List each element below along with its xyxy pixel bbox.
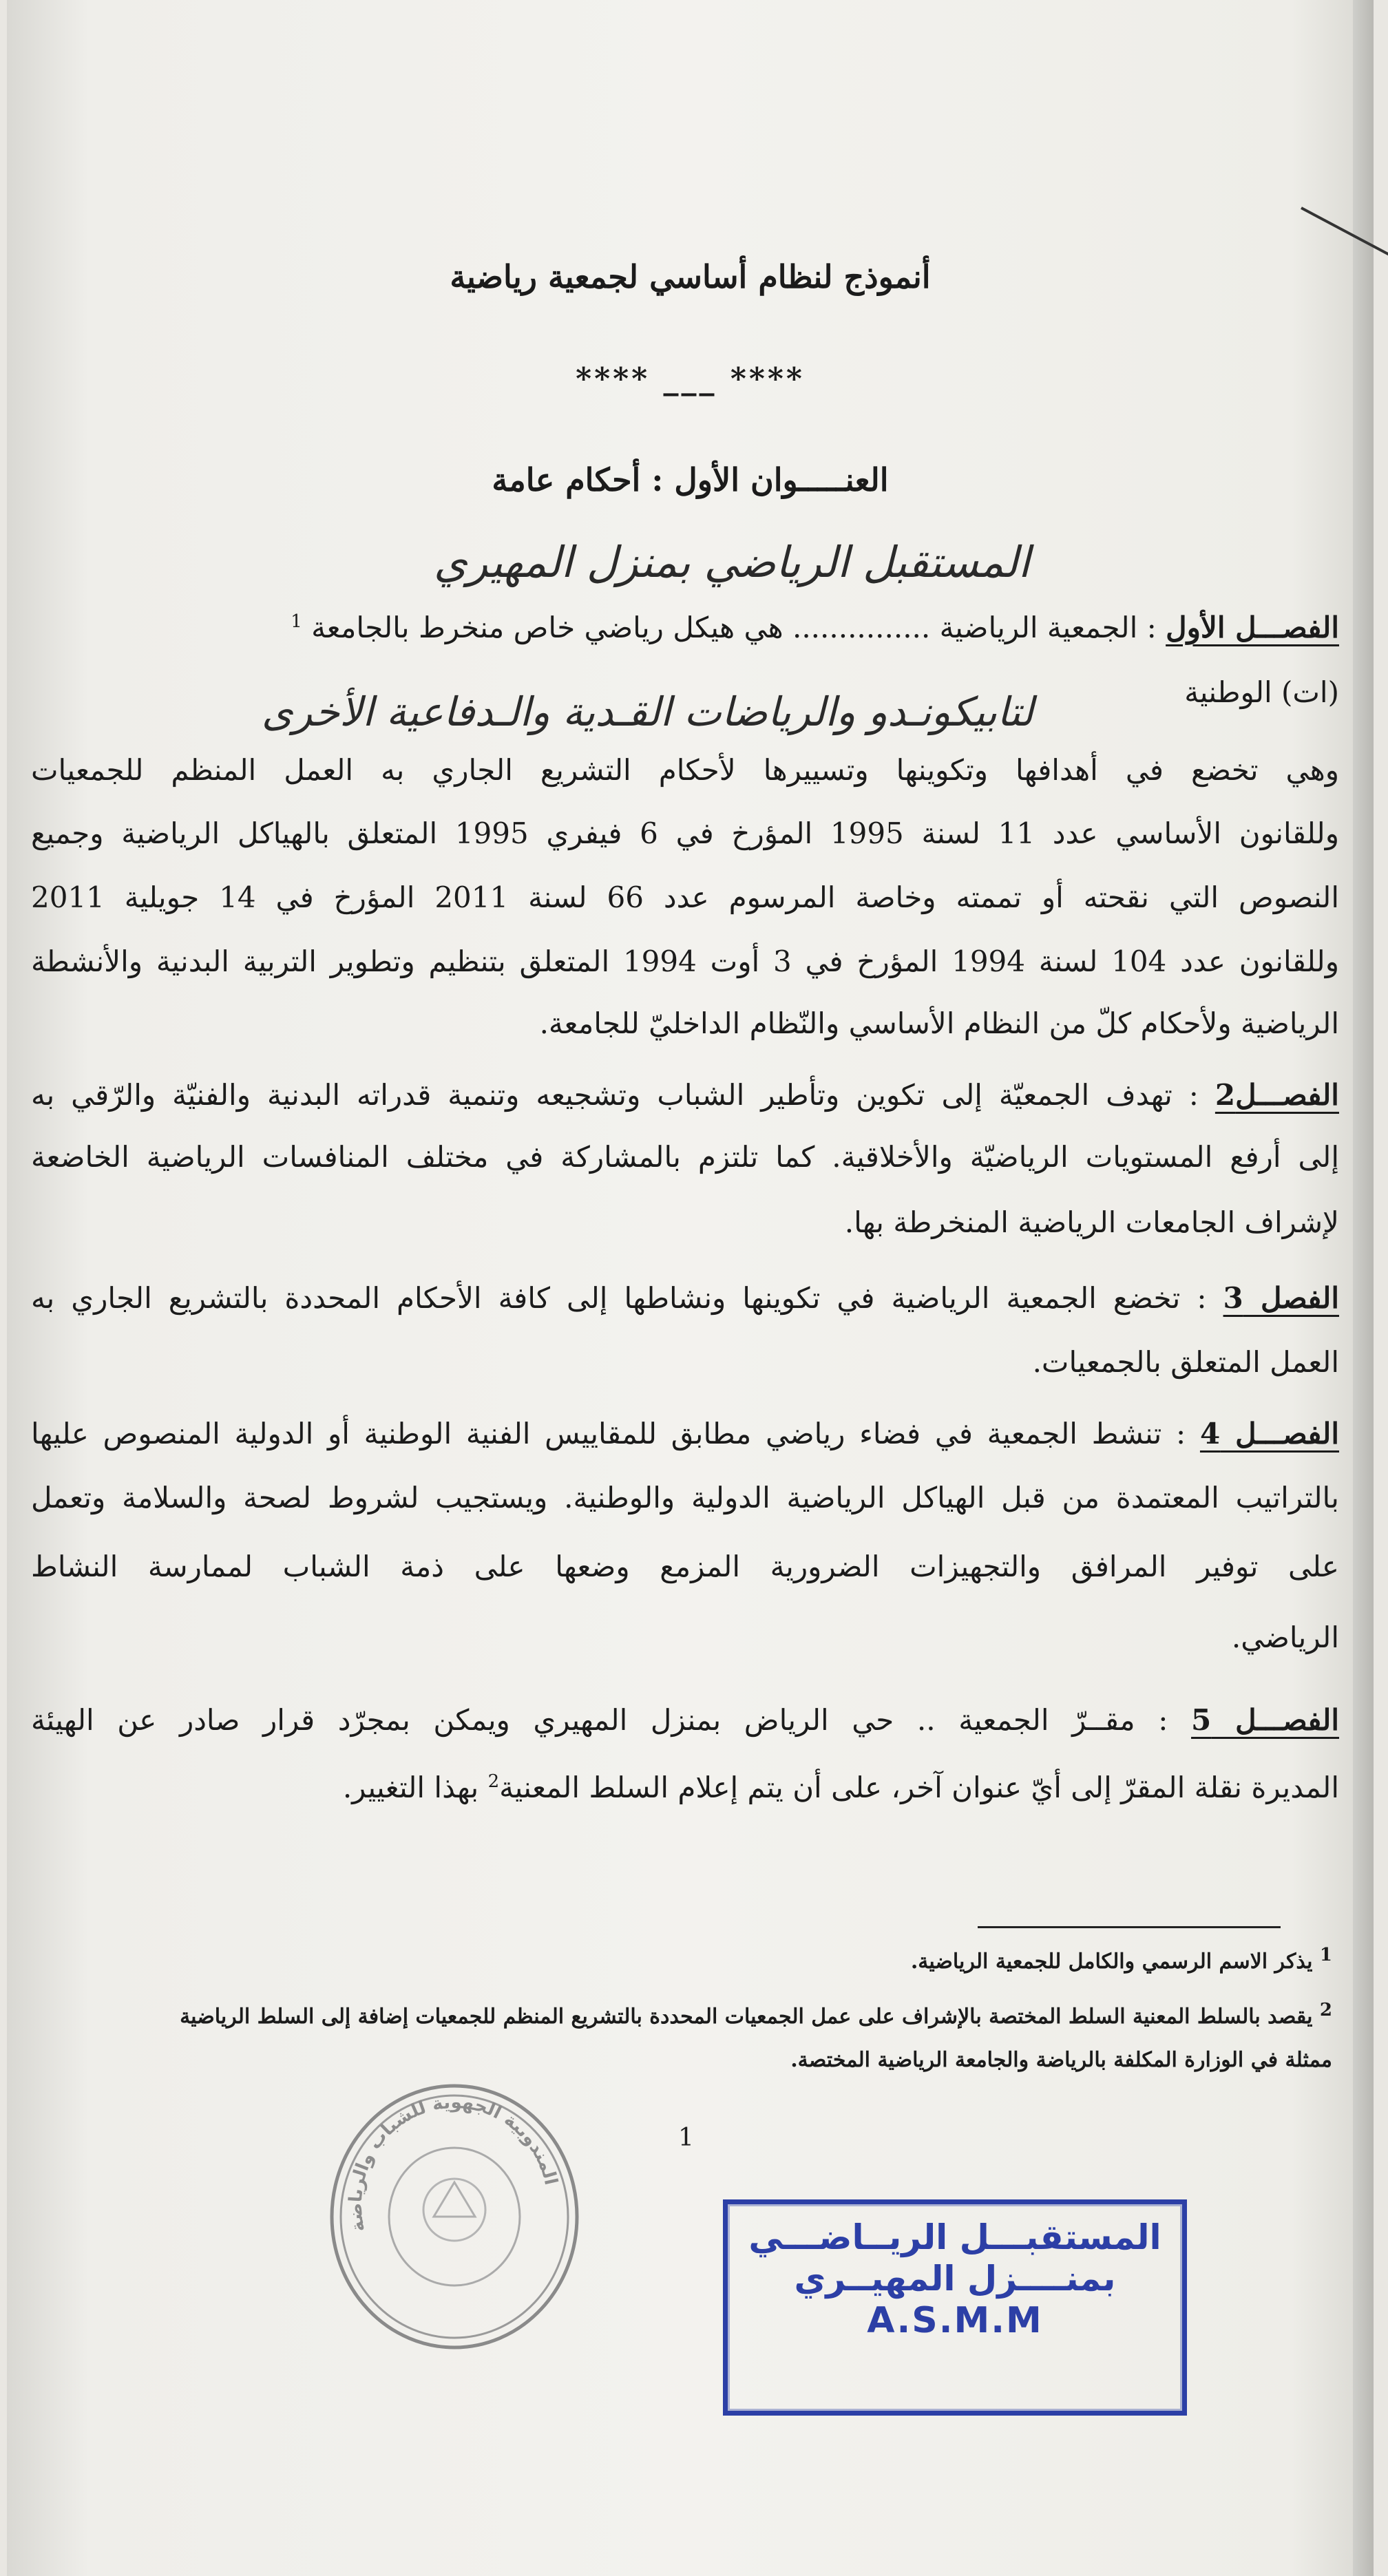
article-2-label: الفصـــل2: [1214, 1078, 1339, 1112]
article-2-line-2: إلى أرفع المستويات الرياضيّة والأخلاقية. كما تلتزم بالمشاركة في مختلف المنافسات الرياضية الخاضعة: [31, 1140, 1339, 1174]
footnote-2-text: يقصد بالسلط المعنية السلط المختصة بالإشراف على عمل الجمعيات المحددة بالتشريع المنظم للجمعيات إضافة إلى السلط الرياضية: [180, 2005, 1313, 2029]
article-1-line-6: وللقانون عدد 104 لسنة 1994 المؤرخ في 3 أوت 1994 المتعلق بتنظيم وتطوير التربية البدنية والأنشطة: [31, 944, 1339, 978]
club-stamp: [723, 2199, 1187, 2416]
article-1-text-1: : الجمعية الرياضية ............... هي هيكل رياضي خاص منخرط بالجامعة: [311, 611, 1157, 644]
article-1-line-5: النصوص التي نقحته أو تممته وخاصة المرسوم عدد 66 لسنة 2011 المؤرخ في 14 جويلية 2011: [31, 880, 1339, 914]
footnote-2-continued: [31, 2048, 1332, 2072]
article-4-line-1: [31, 1419, 1339, 1448]
handwritten-club-name: المستقبل الرياضي بمنزل المهيري: [434, 537, 1030, 587]
article-5-text-2: المديرة نقلة المقرّ إلى أيّ عنوان آخر، على أن يتم إعلام السلط المعنية: [499, 1771, 1339, 1804]
article-3-line-2: العمل المتعلق بالجمعيات.: [1032, 1345, 1339, 1379]
article-5-label: الفصـــل 5: [1191, 1703, 1340, 1737]
footnote-divider: [978, 1926, 1281, 1928]
page-number: 1: [678, 2124, 694, 2152]
footnote-1-text: يذكر الاسم الرسمي والكامل للجمعية الرياضية.: [910, 1950, 1313, 1974]
official-seal-icon: [324, 2079, 585, 2354]
section-title: العنـــــوان الأول : أحكام عامة: [492, 461, 889, 498]
article-1-text-2: (ات) الوطنية: [1184, 675, 1339, 709]
article-5-text-2-end: بهذا التغيير.: [342, 1771, 479, 1804]
document-title: أنموذج لنظام أساسي لجمعية رياضية: [450, 258, 931, 295]
footnote-1-number: 1: [1319, 1945, 1332, 1965]
article-1-line-7: الرياضية ولأحكام كلّ من النظام الأساسي والنّظام الداخليّ للجامعة.: [539, 1006, 1339, 1040]
article-1-line-1: [31, 613, 1339, 642]
stamp-line-3: A.S.M.M: [867, 2300, 1043, 2341]
article-1-label: الفصـــل الأول: [1166, 611, 1339, 644]
article-5-line-1: [31, 1703, 1340, 1737]
pen-mark: [1301, 207, 1388, 257]
footnote-ref-1: 1: [291, 611, 302, 632]
stamp-line-1: المستقبـــل الريــاضـــي: [748, 2217, 1161, 2257]
article-1-line-4: وللقانون الأساسي عدد 11 لسنة 1995 المؤرخ في 6 فيفري 1995 المتعلق بالهياكل الرياضية وجميع: [31, 816, 1340, 850]
footnote-2: [31, 2000, 1332, 2029]
footnote-2-number: 2: [1319, 2000, 1332, 2020]
article-4-line-4: الرياضي.: [1231, 1620, 1339, 1654]
article-5-line-2: [31, 1773, 1339, 1802]
article-4-text-1: : تنشط الجمعية في فضاء رياضي مطابق للمقاييس الفنية الوطنية أو الدولية المنصوص عليها: [31, 1417, 1186, 1450]
article-2-line-3: لإشراف الجامعات الرياضية المنخرطة بها.: [844, 1205, 1339, 1239]
article-4-line-3: على توفير المرافق والتجهيزات الضرورية المزمع وضعها على ذمة الشباب لممارسة النشاط: [31, 1550, 1339, 1583]
article-3-text-1: : تخضع الجمعية الرياضية في تكوينها ونشاطها إلى كافة الأحكام المحددة بالتشريع الجاري به: [31, 1281, 1207, 1315]
seal-text: المندوبية الجهوية للشباب والرياضة: [345, 2092, 561, 2234]
article-5-text-1: : مقــرّ الجمعية .. حي الرياض بمنزل المهيري ويمكن بمجرّد قرار صادر عن الهيئة: [31, 1703, 1168, 1737]
footnote-2-continued-text: ممثلة في الوزارة المكلفة بالرياضة والجامعة الرياضية المختصة.: [790, 2048, 1332, 2072]
document-page: [7, 0, 1374, 2576]
article-2-text-1: : تهدف الجمعيّة إلى تكوين وتأطير الشباب وتشجيعه وتنمية قدراته البدنية والفنيّة والرّقي به: [31, 1078, 1199, 1112]
handwritten-federation-name: لتابيكونـدو والرياضات القـدية والـدفاعية الأخرى: [262, 688, 1034, 735]
article-4-label: الفصـــل 4: [1199, 1417, 1340, 1450]
article-3-line-1: [31, 1281, 1339, 1315]
footnote-1: [31, 1945, 1332, 1974]
article-2-line-1: [31, 1078, 1339, 1112]
stamp-line-2: بمنــــزل المهيــري: [794, 2259, 1116, 2299]
article-1-line-3: وهي تخضع في أهدافها وتكوينها وتسييرها لأحكام التشريع الجاري به العمل المنظم للجمعيات: [31, 753, 1339, 787]
article-3-label: الفصل 3: [1223, 1281, 1339, 1315]
article-4-line-2: بالتراتيب المعتمدة من قبل الهياكل الرياضية الدولية والوطنية. ويستجيب لشروط لصحة والسلامة وتعمل: [31, 1481, 1339, 1514]
title-separator: **** ___ ****: [576, 361, 805, 397]
footnote-ref-2: 2: [487, 1771, 500, 1792]
